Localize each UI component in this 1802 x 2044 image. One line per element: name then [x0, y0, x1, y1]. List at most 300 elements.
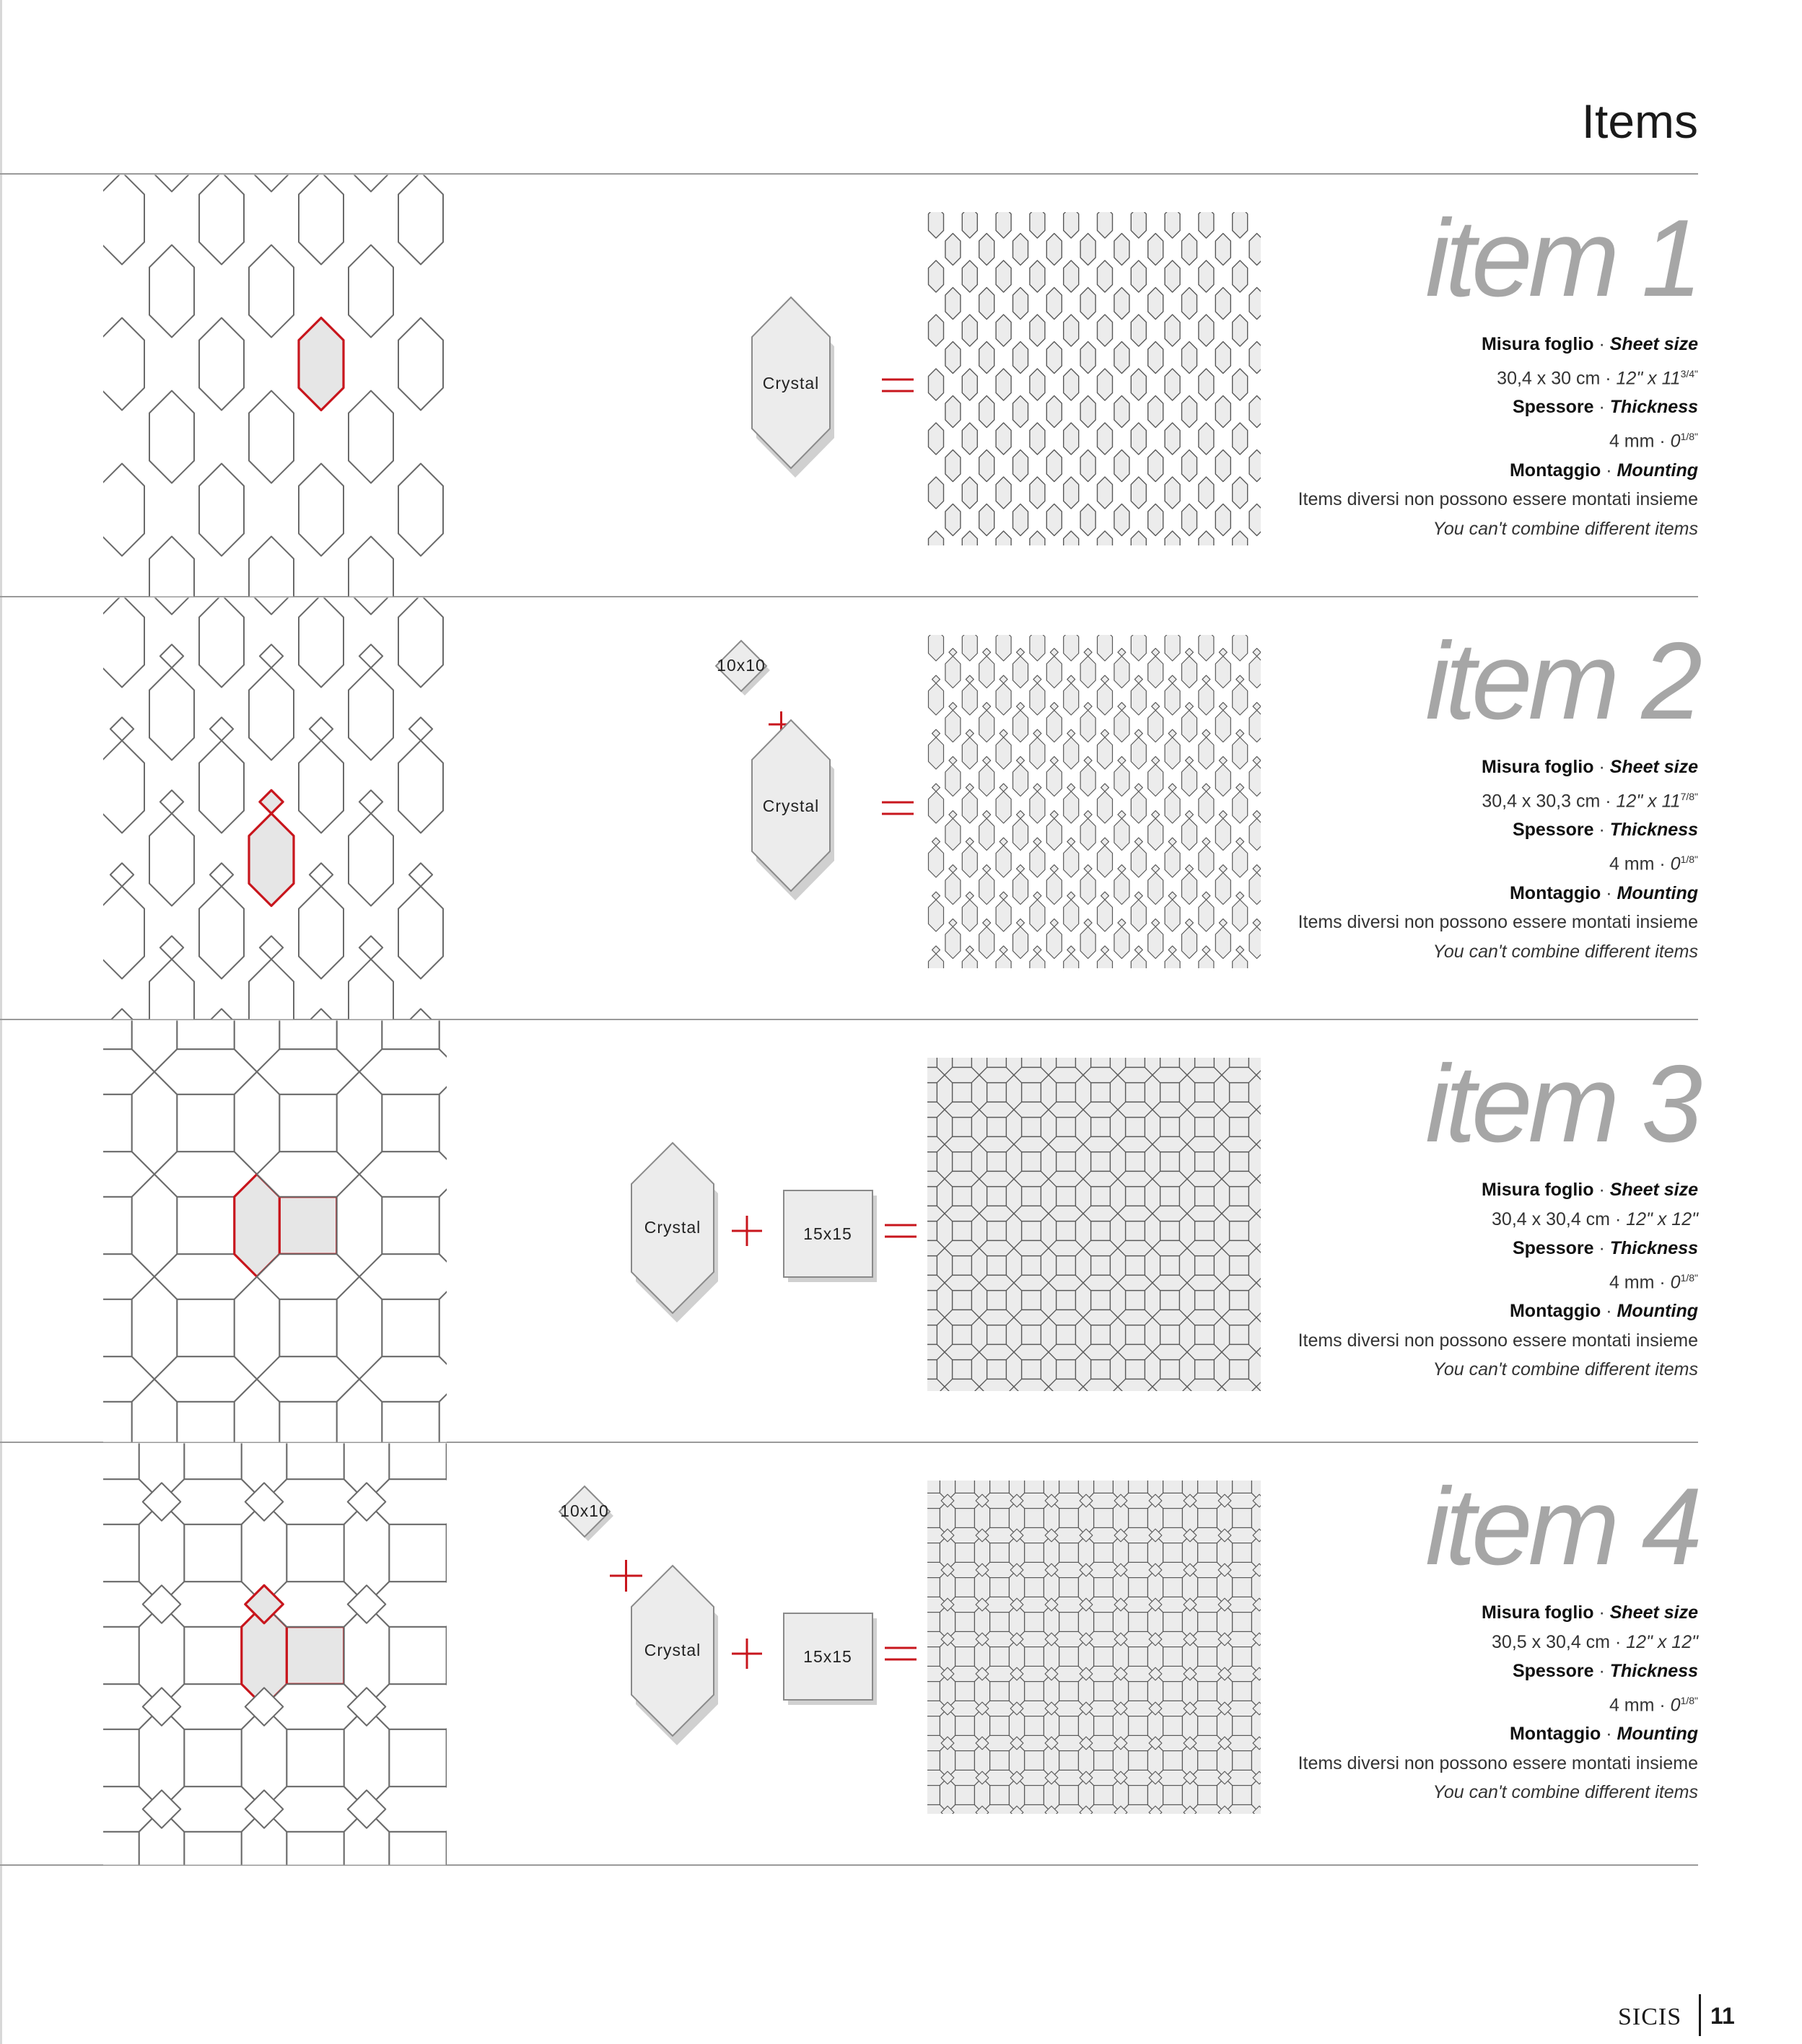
crystal-tile — [996, 791, 1011, 823]
crystal-tile — [1030, 737, 1045, 769]
crystal-tile — [1030, 683, 1045, 715]
diamond-tile — [932, 946, 940, 954]
crystal-tile — [962, 954, 977, 968]
mounting-note-en: You can't combine different items — [1433, 518, 1698, 539]
diamond-tile — [949, 811, 957, 819]
crystal-tile — [1131, 846, 1146, 877]
square-tile — [1129, 1682, 1148, 1701]
diamond-tile — [966, 729, 974, 737]
square-tile — [955, 1647, 975, 1667]
square-tile — [1094, 1543, 1114, 1563]
crystal-tile — [349, 668, 393, 760]
diamond-tile — [1000, 784, 1007, 791]
square-tile — [927, 1152, 937, 1172]
square-tile — [990, 1751, 1010, 1771]
crystal-tile — [945, 819, 961, 851]
diamond-tile — [1084, 703, 1092, 711]
square-tile — [927, 1543, 940, 1563]
crystal-tile — [1249, 234, 1261, 266]
square-tile — [1022, 1058, 1041, 1067]
crystal-tile — [1131, 683, 1146, 715]
diamond-tile — [949, 757, 957, 765]
crystal-tile — [962, 423, 977, 455]
crystal-tile — [1046, 288, 1062, 320]
diamond-tile — [1134, 892, 1142, 900]
crystal-tile — [299, 464, 344, 556]
diamond-tile — [1101, 784, 1109, 791]
square-tile — [1160, 1152, 1180, 1172]
square-tile — [955, 1481, 975, 1493]
crystal-tile — [979, 765, 994, 797]
square-tile — [953, 1187, 972, 1206]
square-tile — [927, 1058, 937, 1067]
square-tile — [1025, 1613, 1044, 1632]
crystal-tile — [945, 450, 961, 482]
square-tile — [1094, 1578, 1114, 1597]
diamond-tile — [1134, 729, 1142, 737]
crystal-tile — [631, 1143, 718, 1323]
crystal-tile — [929, 954, 944, 968]
square-tile — [953, 1118, 972, 1137]
crystal-tile — [1131, 635, 1146, 661]
thickness-heading: Spessore · Thickness — [1512, 1238, 1698, 1258]
square-tile — [987, 1256, 1007, 1276]
diamond-tile — [409, 1009, 432, 1019]
thickness-value: 4 mm · $0^{1/8"}$ — [1609, 853, 1698, 874]
square-tile — [953, 1256, 972, 1276]
square-tile — [927, 1221, 937, 1241]
diamond-tile — [1118, 865, 1126, 873]
crystal-tile — [996, 423, 1011, 455]
crystal-tile — [1064, 369, 1079, 400]
square-tile — [987, 1118, 1007, 1137]
square-tile — [103, 1020, 132, 1049]
square-tile — [1094, 1716, 1114, 1736]
sheet-size-heading: Misura foglio · Sheet size — [1481, 1180, 1698, 1200]
crystal-tile — [1080, 711, 1095, 742]
square-tile — [987, 1221, 1007, 1241]
square-tile — [1025, 1509, 1044, 1528]
equals-sign — [882, 380, 914, 391]
crystal-tile — [962, 683, 977, 715]
square-tile — [1230, 1118, 1249, 1137]
crystal-tile — [1249, 288, 1261, 320]
square-tile — [1126, 1152, 1145, 1172]
square-tile — [927, 1481, 940, 1493]
mounting-note-en: You can't combine different items — [1433, 941, 1698, 962]
composition-formula — [505, 1020, 924, 1442]
tile-grid — [103, 1443, 447, 1865]
square-tile — [103, 1197, 132, 1255]
diamond-tile — [932, 729, 940, 737]
square-tile — [1129, 1543, 1148, 1563]
diamond-tile — [1168, 838, 1176, 846]
square-tile — [1057, 1256, 1076, 1276]
square-tile — [1163, 1751, 1183, 1771]
crystal-tile — [1064, 900, 1079, 931]
crystal-tile — [199, 741, 244, 833]
crystal-tile — [1013, 450, 1028, 482]
crystal-tile — [1098, 846, 1113, 877]
crystal-tile — [1098, 683, 1113, 715]
diamond-tile — [310, 717, 333, 740]
crystal-tile — [398, 175, 443, 265]
diamond-tile — [983, 865, 991, 873]
diamond-tile — [983, 919, 991, 927]
square-tile — [1094, 1786, 1114, 1805]
diamond-tile — [983, 649, 991, 657]
crystal-tile — [1182, 288, 1197, 320]
crystal-tile — [103, 741, 144, 833]
crystal-tile — [1182, 234, 1197, 266]
crystal-tile — [1064, 791, 1079, 823]
square-tile — [1057, 1221, 1076, 1241]
square-tile — [1059, 1682, 1079, 1701]
crystal-label: Crystal — [644, 1218, 701, 1237]
diamond-tile — [1253, 649, 1261, 657]
square-tile — [382, 1299, 439, 1357]
crystal-tile — [1080, 873, 1095, 905]
square-tile — [103, 1525, 139, 1582]
diamond-tile — [1253, 703, 1261, 711]
crystal-label: Crystal — [644, 1641, 701, 1659]
diamond-tile — [1236, 729, 1244, 737]
item-title: item 1 — [1425, 197, 1698, 320]
crystal-tile — [199, 597, 244, 688]
crystal-tile — [1080, 765, 1095, 797]
diamond-tile — [966, 784, 974, 791]
square-tile — [990, 1716, 1010, 1736]
crystal-tile — [398, 597, 443, 688]
highlighted-crystal-tile — [249, 814, 294, 906]
crystal-tile — [1114, 819, 1129, 851]
thickness-heading: Spessore · Thickness — [1512, 397, 1698, 418]
square-tile — [1198, 1578, 1217, 1597]
crystal-tile — [1131, 315, 1146, 346]
crystal-tile — [1046, 765, 1062, 797]
square-tile — [990, 1481, 1010, 1493]
page-number: 11 — [1710, 2003, 1735, 2029]
square-tile — [927, 1751, 940, 1771]
diamond-tile — [949, 703, 957, 711]
diamond-tile — [1050, 649, 1058, 657]
crystal-tile — [1248, 1075, 1261, 1110]
crystal-tile — [249, 597, 294, 615]
square-tile — [1195, 1058, 1215, 1067]
crystal-tile — [1182, 657, 1197, 688]
crystal-tile — [1249, 657, 1261, 688]
diamond-tile — [1033, 946, 1041, 954]
crystal-tile — [1030, 791, 1045, 823]
square-tile — [1022, 1083, 1041, 1102]
crystal-tile — [929, 737, 944, 769]
mounting-heading: Montaggio · Mounting — [1509, 882, 1698, 903]
square-tile — [927, 1578, 940, 1597]
crystal-tile — [1080, 396, 1095, 428]
square-tile — [1091, 1118, 1111, 1137]
diamond-tile — [1202, 729, 1210, 737]
crystal-tile — [398, 464, 443, 556]
mounting-note-it: Items diversi non possono essere montati insieme — [1298, 1330, 1698, 1351]
crystal-tile — [1046, 234, 1062, 266]
diamond-tile — [1101, 729, 1109, 737]
diamond-tile — [409, 717, 432, 740]
diamond-tile — [1134, 838, 1142, 846]
diamond-tile — [1017, 865, 1025, 873]
diamond-tile — [210, 863, 233, 886]
square-tile — [279, 1095, 337, 1152]
crystal-tile — [962, 737, 977, 769]
diamond-tile — [1067, 675, 1075, 683]
square-tile — [953, 1083, 972, 1102]
crystal-tile — [1064, 315, 1079, 346]
diamond-tile — [1000, 946, 1007, 954]
crystal-tile — [249, 537, 294, 597]
square-tile — [1126, 1083, 1145, 1102]
item-specs — [1193, 753, 1698, 966]
square-tile — [103, 1443, 139, 1479]
crystal-tile — [1199, 683, 1214, 715]
square-tile — [184, 1729, 242, 1787]
square-tile — [1057, 1187, 1076, 1206]
crystal-tile — [349, 814, 393, 906]
crystal-tile — [1114, 234, 1129, 266]
crystal-tile — [1131, 791, 1146, 823]
crystal-tile — [1098, 531, 1113, 545]
square-tile — [1025, 1578, 1044, 1597]
crystal-tile — [1064, 423, 1079, 455]
crystal-tile — [1148, 342, 1163, 374]
crystal-tile — [1080, 927, 1095, 959]
crystal-tile — [1098, 260, 1113, 292]
crystal-tile — [1013, 657, 1028, 688]
diamond-tile — [949, 649, 957, 657]
square-tile — [1057, 1118, 1076, 1137]
square-tile — [990, 1647, 1010, 1667]
square-tile — [279, 1402, 337, 1442]
crystal-tile — [929, 369, 944, 400]
square-tile — [1160, 1360, 1180, 1380]
crystal-tile — [945, 504, 961, 536]
crystal-tile — [1030, 954, 1045, 968]
crystal-tile — [979, 396, 994, 428]
composition-formula — [505, 175, 924, 597]
crystal-tile — [1064, 683, 1079, 715]
crystal-tile — [1013, 504, 1028, 536]
diamond-tile — [1168, 784, 1176, 791]
square-tile — [1160, 1325, 1180, 1345]
crystal-tile — [1165, 791, 1180, 823]
crystal-tile — [1165, 846, 1180, 877]
tile-grid — [103, 1020, 447, 1442]
square-tile — [287, 1525, 344, 1582]
diamond-tile — [1168, 946, 1176, 954]
diamond-tile — [966, 946, 974, 954]
square-tile — [177, 1299, 235, 1357]
crystal-tile — [249, 391, 294, 483]
diamond-tile — [1017, 649, 1025, 657]
mounting-note-it: Items diversi non possono essere montati insieme — [1298, 489, 1698, 510]
crystal-tile — [1148, 657, 1163, 688]
diamond-tile — [1067, 838, 1075, 846]
diamond-tile — [1186, 811, 1194, 819]
square-tile — [389, 1627, 447, 1685]
crystal-tile — [1064, 737, 1079, 769]
square-tile — [1057, 1083, 1076, 1102]
square-tile — [955, 1578, 975, 1597]
square-tile — [1163, 1716, 1183, 1736]
crystal-tile — [1046, 873, 1062, 905]
equals-sign — [885, 1225, 917, 1237]
square-tile — [1091, 1221, 1111, 1241]
crystal-tile — [996, 737, 1011, 769]
crystal-tile — [1013, 873, 1028, 905]
crystal-tile — [1046, 711, 1062, 742]
crystal-tile — [299, 597, 344, 688]
crystal-tile — [979, 657, 994, 688]
square-tile — [382, 1402, 439, 1442]
item-specs — [1193, 330, 1698, 543]
square-tile — [1126, 1058, 1145, 1067]
square-tile — [1057, 1325, 1076, 1345]
crystal-tile — [1114, 711, 1129, 742]
plus-sign — [732, 1639, 762, 1669]
diamond-tile — [359, 644, 382, 667]
crystal-tile — [249, 960, 294, 1020]
diamond-tile — [1168, 675, 1176, 683]
diamond-tile — [1168, 892, 1176, 900]
crystal-tile — [1131, 737, 1146, 769]
crystal-tile — [962, 477, 977, 509]
sheet-size-value: 30,4 x 30,3 cm · 12" x $11^{7/8"}$ — [1482, 790, 1698, 811]
crystal-tile — [1165, 737, 1180, 769]
crystal-tile — [929, 212, 944, 238]
square-tile — [1160, 1256, 1180, 1276]
diamond-tile — [1118, 649, 1126, 657]
small-square-label: 10x10 — [717, 656, 766, 675]
square-tile — [927, 1716, 940, 1736]
item-section-1 — [0, 175, 1698, 597]
diamond-tile — [1134, 675, 1142, 683]
square-tile — [1059, 1543, 1079, 1563]
square-tile — [1163, 1543, 1183, 1563]
diamond-tile — [1017, 919, 1025, 927]
square-tile — [1160, 1221, 1180, 1241]
square-tile — [987, 1291, 1007, 1310]
crystal-tile — [1199, 635, 1214, 661]
square-tile — [1163, 1613, 1183, 1632]
diamond-tile — [1152, 703, 1160, 711]
crystal-tile — [149, 245, 194, 338]
square-tile — [953, 1058, 972, 1067]
crystal-tile — [1080, 288, 1095, 320]
crystal-tile — [1080, 450, 1095, 482]
diamond-tile — [1050, 865, 1058, 873]
square-tile — [103, 1299, 132, 1357]
diamond-tile — [160, 644, 183, 667]
crystal-tile — [349, 245, 393, 338]
diamond-tile — [1067, 946, 1075, 954]
square-tile — [1059, 1716, 1079, 1736]
crystal-tile — [349, 175, 393, 192]
crystal-tile — [962, 212, 977, 238]
crystal-tile — [1165, 683, 1180, 715]
crystal-tile — [1030, 260, 1045, 292]
crystal-tile — [1165, 315, 1180, 346]
crystal-tile — [996, 212, 1011, 238]
thickness-value: 4 mm · $0^{1/8"}$ — [1609, 1271, 1698, 1292]
crystal-tile — [1248, 1110, 1261, 1144]
crystal-tile — [1148, 873, 1163, 905]
square-tile — [1195, 1118, 1215, 1137]
crystal-tile — [149, 391, 194, 483]
mounting-heading: Montaggio · Mounting — [1509, 460, 1698, 481]
pattern-detail — [103, 1443, 447, 1865]
square-tile — [1094, 1509, 1114, 1528]
square-tile — [1163, 1509, 1183, 1528]
crystal-tile — [979, 927, 994, 959]
square-tile — [927, 1360, 937, 1380]
mounting-heading: Montaggio · Mounting — [1509, 1724, 1698, 1745]
crystal-tile — [1148, 234, 1163, 266]
big-square-label: 15x15 — [803, 1224, 852, 1243]
square-tile — [103, 1729, 139, 1787]
square-tile — [1126, 1256, 1145, 1276]
crystal-tile — [249, 245, 294, 338]
crystal-tile — [1233, 683, 1248, 715]
crystal-tile — [1080, 342, 1095, 374]
diamond-tile — [932, 784, 940, 791]
square-tile — [1025, 1481, 1044, 1493]
crystal-tile — [1030, 900, 1045, 931]
diamond-tile — [1000, 729, 1007, 737]
thickness-heading: Spessore · Thickness — [1512, 820, 1698, 841]
square-tile — [1091, 1325, 1111, 1345]
diamond-tile — [1067, 784, 1075, 791]
sheet-size-value: 30,4 x 30 cm · 12" x $11^{3/4"}$ — [1497, 367, 1698, 388]
square-tile — [1059, 1786, 1079, 1805]
square-tile — [1022, 1187, 1041, 1206]
diamond-tile — [983, 811, 991, 819]
square-tile — [1057, 1291, 1076, 1310]
crystal-tile — [1030, 423, 1045, 455]
pattern-detail — [103, 175, 447, 597]
square-tile — [382, 1020, 439, 1049]
diamond-tile — [1219, 703, 1227, 711]
crystal-tile — [1046, 396, 1062, 428]
diamond-tile — [359, 936, 382, 959]
diamond-tile — [1017, 757, 1025, 765]
crystal-tile — [1046, 819, 1062, 851]
square-tile — [927, 1613, 940, 1632]
square-tile — [927, 1647, 940, 1667]
square-tile — [987, 1325, 1007, 1345]
crystal-tile — [979, 288, 994, 320]
item-section-3 — [0, 1020, 1698, 1442]
crystal-tile — [945, 234, 961, 266]
diamond-tile — [1017, 703, 1025, 711]
square-tile — [1126, 1118, 1145, 1137]
crystal-tile — [1199, 212, 1214, 238]
crystal-tile — [1098, 315, 1113, 346]
square-tile — [184, 1627, 242, 1685]
crystal-tile — [1098, 369, 1113, 400]
square-tile — [1094, 1647, 1114, 1667]
crystal-tile — [1165, 477, 1180, 509]
square-tile — [953, 1325, 972, 1345]
square-tile — [1022, 1221, 1041, 1241]
square-tile — [1022, 1118, 1041, 1137]
